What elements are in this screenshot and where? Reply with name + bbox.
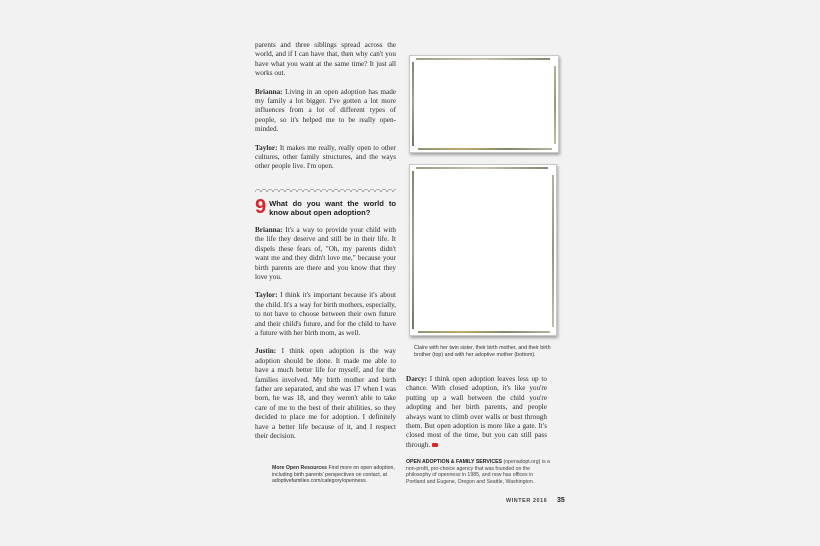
paragraph: Taylor: I think it's important because it's about the child. It's a way for birth mothers, especially, to not have to choose between their own future and their child's future, and for the child to have a future with her birth mom, as well. (255, 291, 396, 337)
right-text-column (406, 375, 547, 450)
left-text-column (255, 41, 396, 450)
question-heading (255, 195, 396, 218)
paragraph: Brianna: Living in an open adoption has made my family a lot bigger. I've gotten a lot more influences from a lot of different types of people, so it's helped me to be really open-minded. (255, 87, 396, 134)
paragraph: parents and three siblings spread across the world, and if I can have that, then why can't you have what you want at the same time? It just all works out. (255, 41, 396, 78)
photo-edge (418, 148, 552, 150)
wavy-divider (255, 186, 396, 192)
more-resources-note: More Open Resources Find more on open adoption, including birth parents' perspectives on contact, at adoptivefamilies.com/category/openness. (272, 465, 395, 485)
photo-caption: Claire with her twin sister, their birth mother, and their birth brother (top) and with her adoptive mother (bottom). (414, 345, 551, 358)
family-photo-bottom (409, 164, 557, 336)
family-photo-top (409, 55, 559, 153)
question-number: 9 (255, 195, 267, 218)
page-number: 35 (557, 497, 565, 504)
paragraph: Taylor: It makes me really, really open to other cultures, other family structures, and the ways other people live. I'm open. (255, 143, 396, 171)
issue-label: WINTER 2016 (506, 498, 548, 504)
photo-edge (418, 331, 550, 333)
speaker-name: Brianna: (255, 225, 283, 234)
photo-edge (412, 62, 414, 146)
agency-note: OPEN ADOPTION & FAMILY SERVICES (openadopt.org) is a non-profit, pro-choice agency that was founded on the philosophy of openness in 1985, and now has offices in Portland and Eugene, Oregon and Seattle, Washington. (406, 459, 550, 485)
speaker-name: Taylor: (255, 291, 278, 300)
speaker-name: Taylor: (255, 143, 278, 152)
paragraph: Brianna: It's a way to provide your child with the life they deserve and still be in their life. It dispels these fears of, "Oh, my parents didn't want me and they didn't love me," because your birth parents are there and you know that they love you. (255, 225, 396, 281)
speaker-name: Justin: (255, 347, 277, 356)
photo-edge (416, 58, 550, 60)
question-text: What do you want the world to know about open adoption? (269, 198, 396, 217)
photo-edge (552, 175, 554, 327)
paragraph: Justin: I think open adoption is the way adoption should be done. It made me able to have a much better life for myself, and for the families involved. My birth mother and birth father are separated, and she was 17 when I was born, he was 18, and they weren't able to take care of me to the best of their abilities, so they decided to place me for adoption. I definitely have a better life because of it, and I respect their decision. (255, 347, 396, 440)
photo-edge (416, 167, 548, 169)
photo-edge (554, 66, 556, 144)
speaker-name: Darcy: (406, 375, 428, 383)
end-mark-icon (432, 443, 438, 447)
photo-edge (412, 171, 414, 329)
paragraph: Darcy: I think open adoption leaves less up to chance. With closed adoption, it's like you're putting up a wall between the child you're adopting and her birth parents, and people always want to climb over walls or bust through them. But open adoption is more like a gate. It's closed most of the time, but you can still pass through. (406, 375, 547, 449)
speaker-name: Brianna: (255, 87, 283, 96)
